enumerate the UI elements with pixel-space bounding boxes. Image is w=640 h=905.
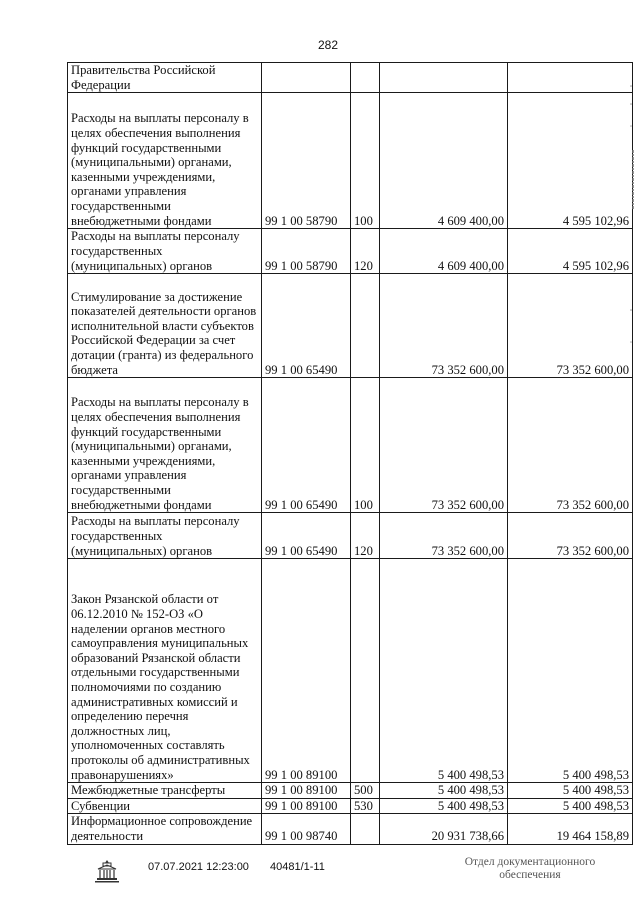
row-amount-plan: 73 352 600,00 — [380, 378, 508, 513]
row-type — [351, 559, 380, 783]
row-amount-plan: 5 400 498,53 — [380, 798, 508, 814]
row-name: Расходы на выплаты персоналу в целях обеспечения выполнения функций государственными (муниципальными) органами, казенными учреждениями, органами управления государственными внебюджетными фондами — [68, 93, 262, 229]
row-amount-plan: 4 609 400,00 — [380, 229, 508, 274]
footer-department-stamp — [445, 856, 615, 882]
row-amount-plan: 5 400 498,53 — [380, 783, 508, 799]
row-code: 99 1 00 89100 — [262, 798, 351, 814]
table-row — [68, 783, 633, 799]
row-amount-fact: 4 595 102,96 — [508, 93, 633, 229]
department-line-1: Отдел документационного — [464, 856, 596, 868]
row-amount-fact — [508, 63, 633, 93]
table-row — [68, 798, 633, 814]
row-amount-fact: 73 352 600,00 — [508, 513, 633, 559]
row-type: 100 — [351, 378, 380, 513]
row-amount-fact: 5 400 498,53 — [508, 798, 633, 814]
table-row — [68, 814, 633, 844]
row-name: Межбюджетные трансферты — [68, 783, 262, 799]
row-code: 99 1 00 65490 — [262, 378, 351, 513]
row-code: 99 1 00 98740 — [262, 814, 351, 844]
table-row — [68, 274, 633, 378]
row-amount-plan: 5 400 498,53 — [380, 559, 508, 783]
row-type — [351, 63, 380, 93]
row-name: Правительства Российской Федерации — [68, 63, 262, 93]
margin-scribble-mark — [631, 150, 635, 210]
row-type: 100 — [351, 93, 380, 229]
row-amount-plan: 73 352 600,00 — [380, 274, 508, 378]
row-amount-plan: 4 609 400,00 — [380, 93, 508, 229]
duma-building-icon — [94, 858, 120, 884]
footer-datetime: 07.07.2021 12:23:00 — [148, 861, 249, 873]
row-name: Стимулирование за достижение показателей деятельности органов исполнительной власти субъектов Российской Федерации за счет дотации (гранта) из федерального бюджета — [68, 274, 262, 378]
row-code: 99 1 00 65490 — [262, 274, 351, 378]
row-code: 99 1 00 58790 — [262, 93, 351, 229]
row-amount-plan: 73 352 600,00 — [380, 513, 508, 559]
row-amount-fact: 19 464 158,89 — [508, 814, 633, 844]
row-code: 99 1 00 89100 — [262, 559, 351, 783]
footer-doc-number: 40481/1-11 — [270, 861, 325, 873]
row-amount-fact: 73 352 600,00 — [508, 274, 633, 378]
row-name: Расходы на выплаты персоналу государственных (муниципальных) органов — [68, 229, 262, 274]
page-number: 282 — [318, 38, 339, 52]
row-name: Информационное сопровождение деятельности — [68, 814, 262, 844]
row-amount-fact: 4 595 102,96 — [508, 229, 633, 274]
row-type — [351, 814, 380, 844]
row-code: 99 1 00 65490 — [262, 513, 351, 559]
table-row — [68, 559, 633, 783]
row-amount-fact: 73 352 600,00 — [508, 378, 633, 513]
table-row — [68, 378, 633, 513]
table-row — [68, 93, 633, 229]
row-code: 99 1 00 89100 — [262, 783, 351, 799]
row-name: Расходы на выплаты персоналу государственных (муниципальных) органов — [68, 513, 262, 559]
row-type: 530 — [351, 798, 380, 814]
row-amount-plan — [380, 63, 508, 93]
row-code — [262, 63, 351, 93]
row-type: 120 — [351, 513, 380, 559]
budget-table — [67, 62, 633, 845]
table-row — [68, 63, 633, 93]
row-name: Субвенции — [68, 798, 262, 814]
row-name: Закон Рязанской области от 06.12.2010 № 152-ОЗ «О наделении органов местного самоуправления муниципальных образований Рязанской области отдельными государственными полномочиями по созданию административных комиссий и определению перечня должностных лиц, уполномоченных составлять протоколы об административных правонарушениях» — [68, 559, 262, 783]
row-type — [351, 274, 380, 378]
row-amount-fact: 5 400 498,53 — [508, 559, 633, 783]
table-row — [68, 229, 633, 274]
margin-scan-marks — [628, 80, 634, 380]
table-row — [68, 513, 633, 559]
row-code: 99 1 00 58790 — [262, 229, 351, 274]
row-amount-fact: 5 400 498,53 — [508, 783, 633, 799]
row-amount-plan: 20 931 738,66 — [380, 814, 508, 844]
row-name: Расходы на выплаты персоналу в целях обеспечения выполнения функций государственными (муниципальными) органами, казенными учреждениями, органами управления государственными внебюджетными фондами — [68, 378, 262, 513]
row-type: 120 — [351, 229, 380, 274]
row-type: 500 — [351, 783, 380, 799]
department-line-2: обеспечения — [499, 869, 561, 881]
